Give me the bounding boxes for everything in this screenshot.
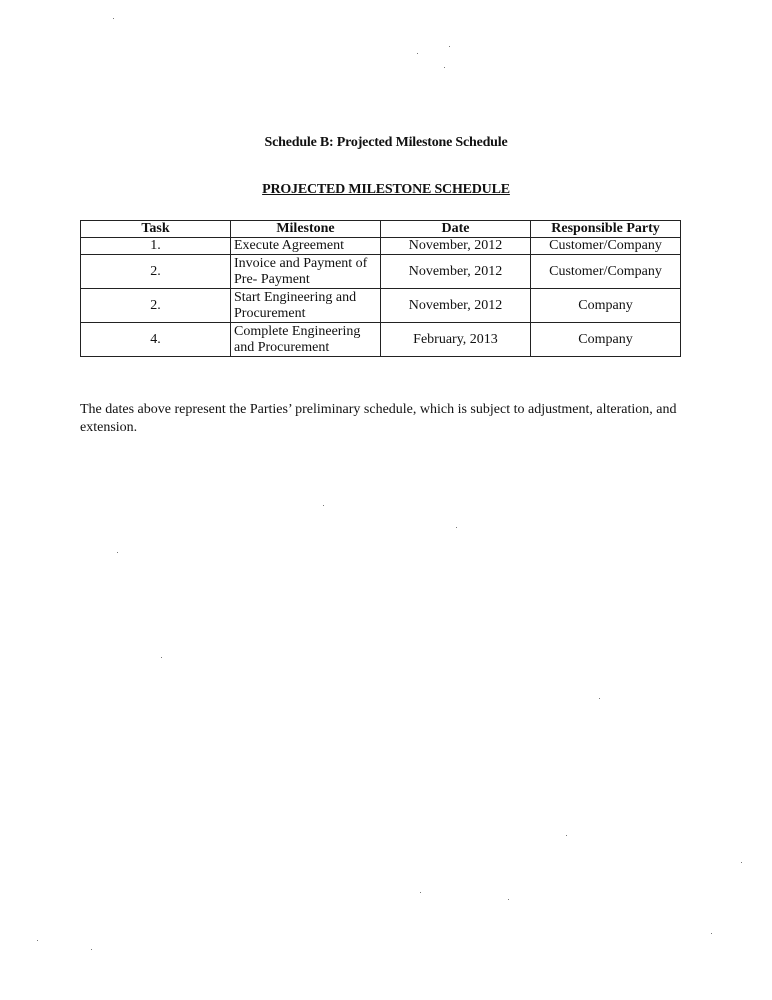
party-cell: Customer/Company	[531, 255, 681, 289]
scan-speck	[599, 698, 600, 699]
date-cell: November, 2012	[381, 289, 531, 323]
date-cell: February, 2013	[381, 323, 531, 357]
task-cell: 2.	[81, 289, 231, 323]
schedule-note: The dates above represent the Parties’ preliminary schedule, which is subject to adjustment, alteration, and extension.	[80, 402, 677, 435]
header-responsible-party: Responsible Party	[531, 221, 681, 238]
milestone-cell: Start Engineering and Procurement	[231, 289, 381, 323]
header-milestone: Milestone	[231, 221, 381, 238]
scan-speck	[323, 505, 324, 506]
table-row	[81, 238, 681, 255]
scan-speck	[508, 899, 509, 900]
header-task: Task	[81, 221, 231, 238]
scan-speck	[91, 949, 92, 950]
milestone-cell: Execute Agreement	[231, 238, 381, 255]
table-row	[81, 323, 681, 357]
scan-speck	[711, 933, 712, 934]
table-heading: PROJECTED MILESTONE SCHEDULE	[262, 182, 510, 197]
scan-speck	[566, 835, 567, 836]
task-cell: 1.	[81, 238, 231, 255]
party-cell: Customer/Company	[531, 238, 681, 255]
header-date: Date	[381, 221, 531, 238]
schedule-title: Schedule B: Projected Milestone Schedule	[264, 135, 508, 150]
scan-speck	[420, 892, 421, 893]
scan-speck	[449, 46, 450, 47]
party-cell: Company	[531, 289, 681, 323]
scan-speck	[444, 67, 445, 68]
scan-speck	[417, 53, 418, 54]
table-row	[81, 289, 681, 323]
milestone-cell: Invoice and Payment of Pre- Payment	[231, 255, 381, 289]
scan-speck	[37, 940, 38, 941]
party-cell: Company	[531, 323, 681, 357]
scan-speck	[161, 657, 162, 658]
milestone-table	[80, 220, 681, 357]
task-cell: 2.	[81, 255, 231, 289]
task-cell: 4.	[81, 323, 231, 357]
scan-speck	[117, 552, 118, 553]
scan-speck	[456, 527, 457, 528]
scan-speck	[113, 18, 114, 19]
milestone-cell: Complete Engineering and Procurement	[231, 323, 381, 357]
table-row	[81, 255, 681, 289]
date-cell: November, 2012	[381, 238, 531, 255]
scan-speck	[741, 862, 742, 863]
table-header-row	[81, 221, 681, 238]
date-cell: November, 2012	[381, 255, 531, 289]
